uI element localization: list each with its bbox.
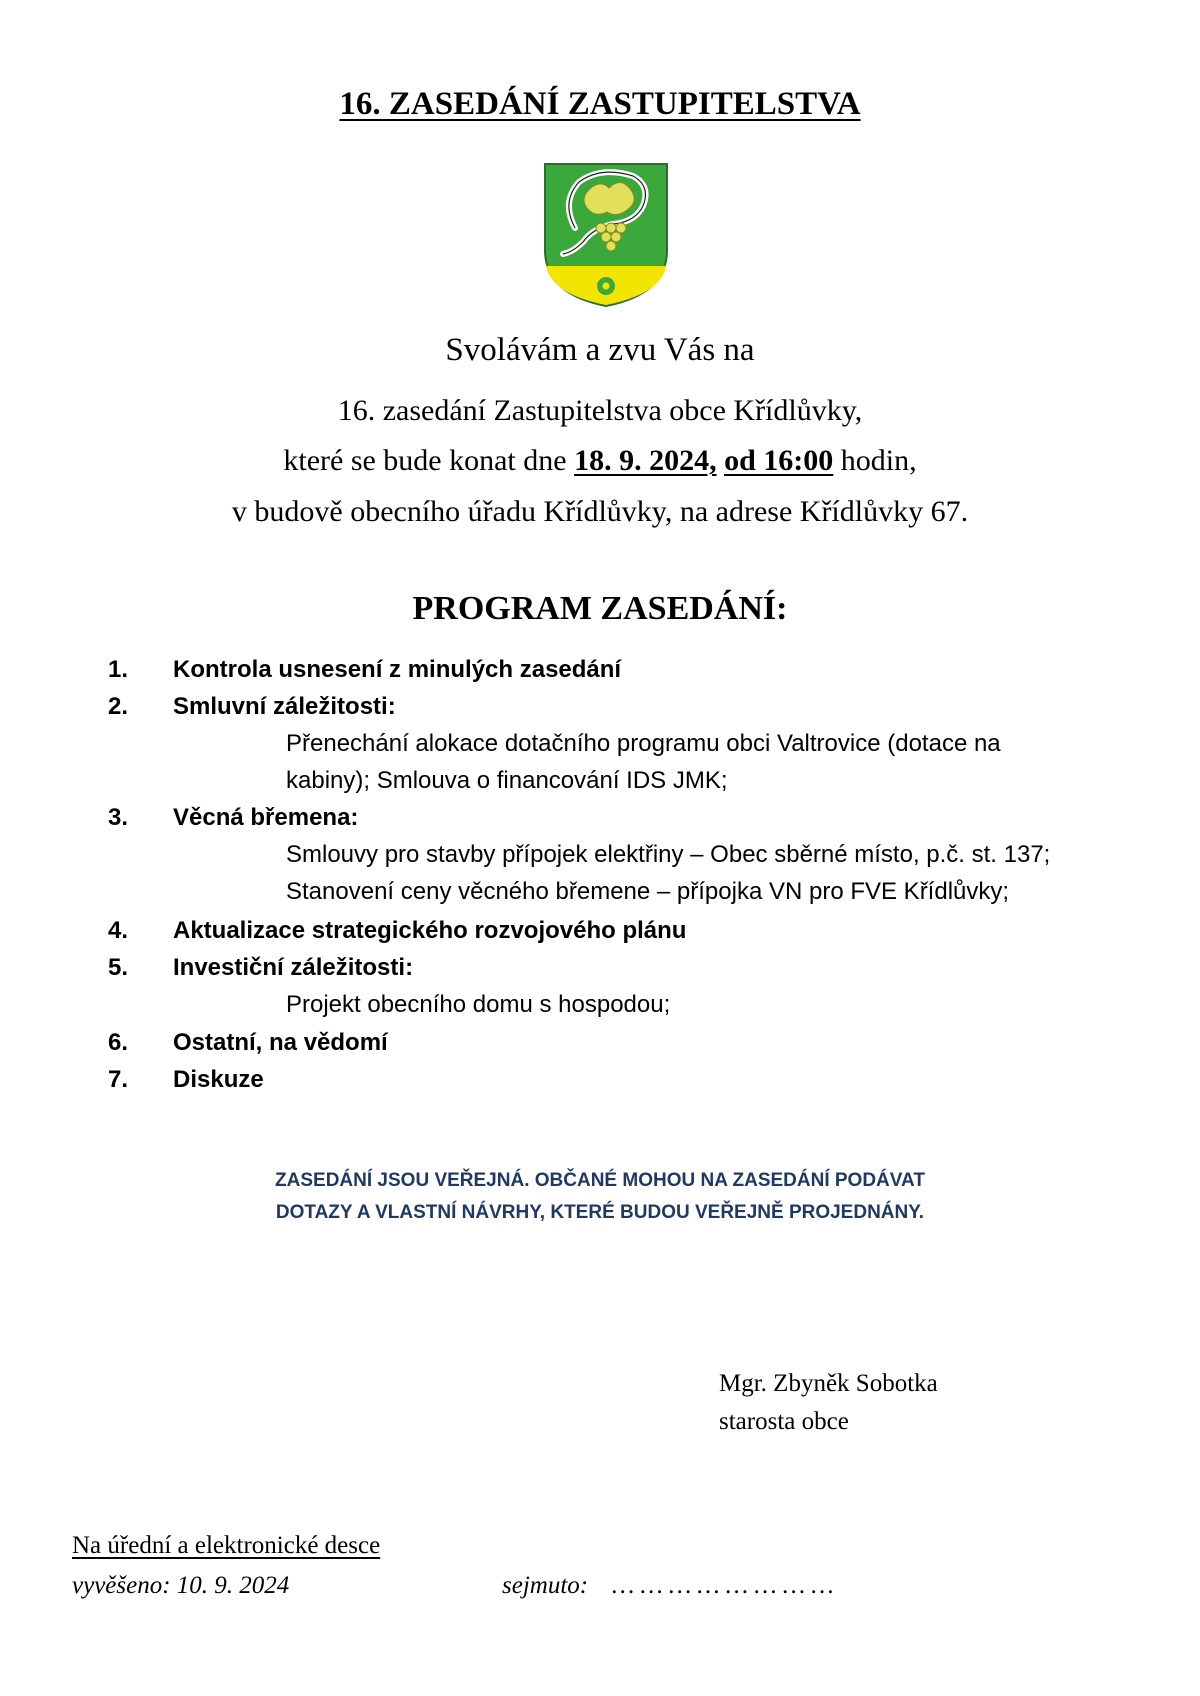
program-title: PROGRAM ZASEDÁNÍ: [412, 590, 788, 627]
signatory-name: Mgr. Zbyněk Sobotka [719, 1370, 938, 1397]
agenda-item-3-label: Věcná břemena: [173, 804, 359, 831]
page-title-text: 16. ZASEDÁNÍ ZASTUPITELSTVA [339, 86, 861, 122]
agenda-item-6-label: Ostatní, na vědomí [173, 1029, 388, 1056]
agenda-item-7-label: Diskuze [173, 1066, 264, 1093]
meeting-date: 18. 9. 2024, [574, 444, 717, 477]
signatory-role: starosta obce [719, 1408, 849, 1435]
agenda-item-3-sub-1: Smlouvy pro stavby přípojek elektřiny – Obec sběrné místo, p.č. st. 137; [286, 841, 1051, 868]
agenda-item-5-label: Investiční záležitosti: [173, 954, 414, 981]
notice-board-label: Na úřední a elektronické desce [72, 1532, 381, 1559]
removed-date-placeholder: … … … … … … … … [612, 1572, 834, 1599]
crest-grape-leaf [584, 182, 634, 214]
agenda-item-6-number: 6. [108, 1029, 129, 1056]
invitation-line-1: 16. zasedání Zastupitelstva obce Křídlůvky, [337, 394, 863, 427]
agenda-item-7-number: 7. [108, 1066, 129, 1093]
agenda-item-5-number: 5. [108, 954, 129, 981]
invitation-line-3: v budově obecního úřadu Křídlůvky, na adrese Křídlůvky 67. [231, 495, 969, 528]
public-notice-line-2: DOTAZY A VLASTNÍ NÁVRHY, KTERÉ BUDOU VEŘEJNĚ PROJEDNÁNY. [275, 1202, 925, 1223]
agenda-item-3-number: 3. [108, 804, 129, 831]
agenda-item-2-label: Smluvní záležitosti: [173, 693, 396, 720]
agenda-item-4-number: 4. [108, 917, 129, 944]
posted-date: vyvěšeno: 10. 9. 2024 [72, 1572, 290, 1599]
agenda-item-4-label: Aktualizace strategického rozvojového plánu [173, 917, 687, 944]
agenda-item-1-number: 1. [108, 656, 129, 683]
public-notice [0, 1165, 1200, 1229]
page-title [0, 86, 1200, 123]
meeting-time: od 16:00 [724, 444, 834, 477]
agenda-item-2-sub-2: kabiny); Smlouva o financování IDS JMK; [286, 767, 728, 794]
invitation-heading: Svolávám a zvu Vás na [445, 332, 755, 368]
agenda-item-1-label: Kontrola usnesení z minulých zasedání [173, 656, 622, 683]
invitation-line-2 [0, 444, 1200, 478]
municipal-coat-of-arms [543, 162, 669, 308]
removed-label: sejmuto: [502, 1572, 589, 1599]
agenda-item-5-sub-1: Projekt obecního domu s hospodou; [286, 991, 671, 1018]
invitation-line-2-suffix: hodin, [833, 444, 917, 477]
invitation-line-2-prefix: které se bude konat dne [283, 444, 575, 477]
agenda-item-3-sub-2: Stanovení ceny věcného břemene – přípojka VN pro FVE Křídlůvky; [286, 878, 1010, 905]
public-notice-line-1: ZASEDÁNÍ JSOU VEŘEJNÁ. OBČANÉ MOHOU NA ZASEDÁNÍ PODÁVAT [275, 1170, 925, 1191]
agenda-item-2-number: 2. [108, 693, 129, 720]
agenda-item-2-sub-1: Přenechání alokace dotačního programu obci Valtrovice (dotace na [286, 730, 1001, 757]
